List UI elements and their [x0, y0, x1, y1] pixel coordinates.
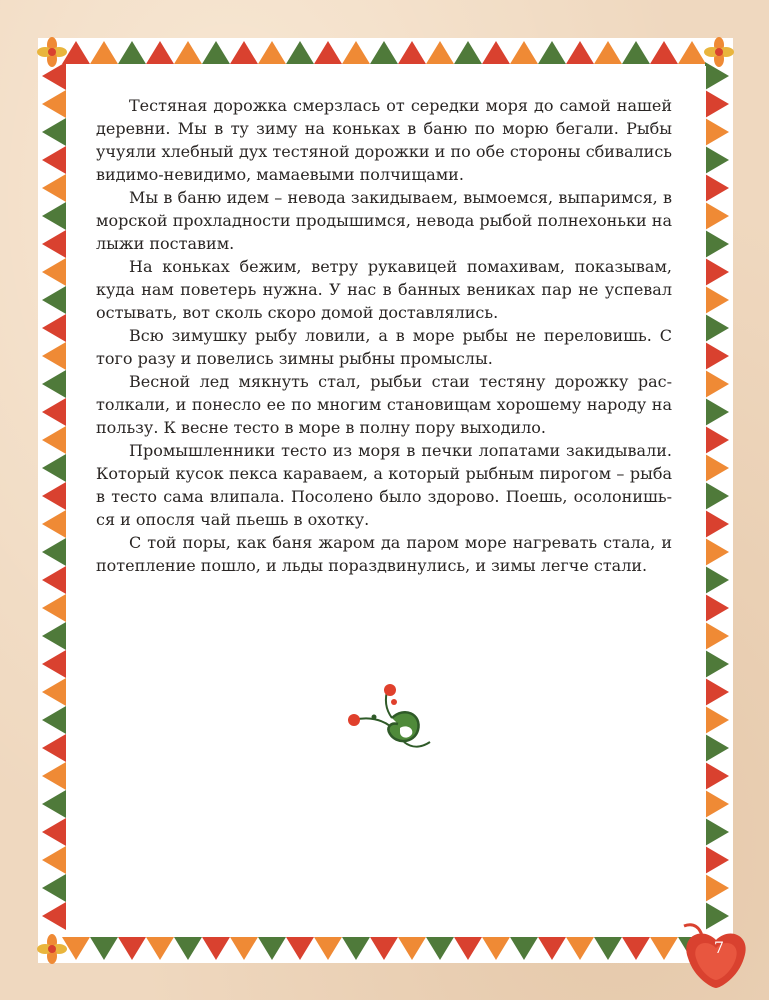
page-number: 7 [713, 938, 725, 957]
berry-sprig-ornament-icon [344, 680, 434, 752]
paragraph-5: Весной лед мякнуть стал, рыбьи стаи тестяну дорожку растолкали, и понесло ее по многим становищам хорошему народу на пользу. К весне тесто в море в полну пору выходило. [96, 372, 672, 437]
paragraph-3: На коньках бежим, ветру рукавицей помахивам, показывам, куда нам поветерь нужна. У нас в банных вениках пар не успевал остывать, вот сколь скоро домой доставлялись. [96, 257, 672, 322]
paragraph-6: Промышленники тесто из моря в печки лопатами закидывали. Который кусок пекса караваем, а который рыбным пирогом – рыба в тесто сама влипала. Посолено было здорово. Поешь, осолонишься и опосля чай пьешь в охотку. [96, 441, 672, 529]
story-text [96, 94, 672, 577]
paragraph-2: Мы в баню идем – невода закидываем, вымоемся, выпаримся, в морской прохладности продышимся, невода рыбой полнехоньки на лыжи поставим. [96, 188, 672, 253]
paragraph-4: Всю зимушку рыбу ловили, а в море рыбы не переловишь. С того разу и повелись зимны рыбны промыслы. [96, 326, 672, 368]
paragraph-1: Тестяная дорожка смерзлась от середки моря до самой нашей деревни. Мы в ту зиму на коньках в баню по морю бегали. Рыбы учуяли хлебный дух тестяной дорожки и по обе стороны сбивались видимо-невидимо, мамаевыми полчищами. [96, 96, 672, 184]
paragraph-7: С той поры, как баня жаром да паром море нагревать стала, и потепление пошло, и льды пораздвинулись, и зимы легче стали. [96, 533, 672, 575]
